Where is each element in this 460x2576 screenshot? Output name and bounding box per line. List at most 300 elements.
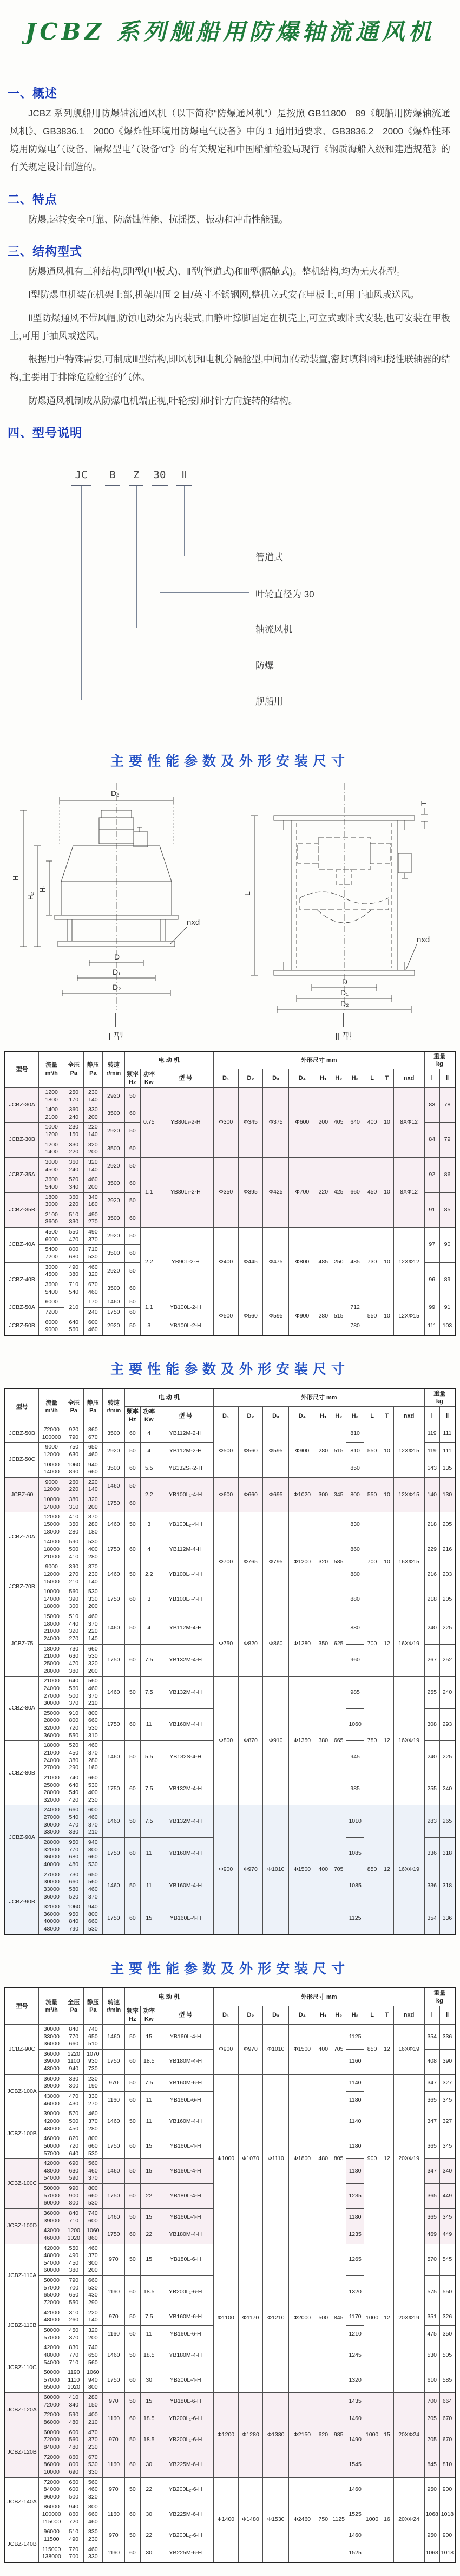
table-cell: 4 [141, 1443, 157, 1460]
table-cell: YB112M-2-H [157, 1443, 214, 1460]
table-cell: 15 [141, 2024, 157, 2049]
table-cell: 700 [424, 2393, 439, 2410]
table-cell: 1460 [103, 2343, 125, 2368]
table-cell: 730 660 580 520 [64, 1870, 84, 1902]
table-cell: 50 [124, 1562, 140, 1587]
table-cell: Φ1100 [213, 2244, 238, 2393]
table-cell: 410 350 280 [64, 1512, 84, 1537]
dim-label-t: T [419, 801, 428, 806]
header-cell: D₃ [263, 1407, 289, 1425]
table-cell: Φ600 [288, 1087, 316, 1157]
table-cell: 1085 [346, 1838, 364, 1870]
table-cell: YB160L-6-H [157, 2092, 214, 2109]
table-cell: 4500 6000 [39, 1228, 64, 1245]
table-cell: YB112M-4-H [157, 1537, 214, 1562]
table-cell: JCBZ-80B [5, 1741, 39, 1805]
table-cell: 50 [124, 1870, 140, 1902]
table-cell: 664 [439, 2393, 455, 2410]
table-cell: 230 150 [64, 1123, 84, 1140]
model-code-b: B [109, 468, 116, 481]
table-cell: 115000 138000 [39, 2545, 64, 2562]
table-cell: 18.5 [141, 2049, 157, 2074]
table-cell: JCBZ-70A [5, 1512, 39, 1562]
table-cell: 103 [439, 1318, 455, 1335]
table-cell: 490 270 [83, 1210, 103, 1227]
table-cell: 1160 [103, 2325, 125, 2343]
table-cell: Φ375 [263, 1087, 289, 1157]
table-cell: Φ820 [238, 1612, 263, 1677]
table-cell: 130 [439, 1477, 455, 1512]
table-cell: 585 [331, 1512, 346, 1612]
table-cell: 1125 [346, 2024, 364, 2049]
performance-table-2-wrap [4, 1388, 456, 1935]
table-cell: 1180 [346, 2134, 364, 2159]
table-cell: 6000 9000 [39, 1318, 64, 1335]
table-cell: 318 [439, 1838, 455, 1870]
performance-header-1: 主要性能参数及外形安装尺寸 [110, 753, 350, 769]
header-cell: D₄ [288, 2006, 316, 2025]
table-cell: 15 [141, 2159, 157, 2184]
table-cell: 50 [124, 1477, 140, 1495]
table-cell: Φ445 [238, 1228, 263, 1297]
drawing-captions [2, 1013, 458, 1043]
table-cell: 560 390 300 [64, 1587, 84, 1612]
table-cell: Φ1200 [288, 1512, 316, 1612]
table-cell: 12 [380, 1805, 393, 1935]
table-cell: 550 [364, 1425, 380, 1478]
table-cell: 1200 1800 [39, 1087, 64, 1105]
table-cell: 12 [380, 2074, 393, 2244]
table-cell: JCBZ-40A [5, 1228, 39, 1263]
table-cell: 50 [124, 2343, 140, 2368]
table-cell: YB160M-6-H [157, 2074, 214, 2091]
table-cell: Φ1020 [288, 1477, 316, 1512]
table-cell: 60 [124, 2276, 140, 2308]
table-cell: 2920 [103, 1262, 125, 1280]
table-cell: 60 [124, 2453, 140, 2477]
table-cell: 60000 72000 [39, 2393, 64, 2410]
table-cell: 230 190 [83, 2074, 103, 2091]
table-cell: 3500 [103, 1175, 125, 1192]
table-cell: 1750 [103, 2368, 125, 2393]
table-cell: 550 490 450 380 [64, 2244, 84, 2276]
table-cell: 200 [316, 1087, 331, 1157]
header-cell: 功率 Kw [141, 1407, 157, 1425]
table-cell: 850 [364, 2024, 380, 2074]
table-cell: 670 460 [83, 1280, 103, 1297]
connector-line [160, 592, 249, 593]
table-cell: 50 [124, 2209, 140, 2226]
table-cell: 970 [103, 2428, 125, 2453]
outline-drawings [2, 780, 458, 1013]
type1-drawing [5, 780, 227, 1013]
table-cell: 800 680 [64, 1245, 84, 1262]
table-cell: 1750 [103, 1587, 125, 1612]
header-cell: D₁ [213, 1407, 238, 1425]
table-cell: 92 [424, 1158, 439, 1193]
table-cell: 640 [346, 1087, 364, 1157]
table-cell: 320 140 [83, 1158, 103, 1175]
table-cell: Φ350 [213, 1158, 238, 1228]
table-cell: 1200 1020 [64, 2226, 84, 2244]
table-cell: 15 [141, 1902, 157, 1935]
table-cell: YB160L-6-H [157, 2325, 214, 2343]
features-paragraph: 防爆,运转安全可靠、防腐蚀性能、抗摇摆、振动和冲击性能强。 [28, 214, 288, 225]
table-cell: 1000 [364, 2393, 380, 2477]
table-cell: 3500 [103, 1140, 125, 1157]
table-cell: 570 500 450 [64, 2109, 84, 2134]
table-cell: 705 [424, 2410, 439, 2428]
table-cell: YB100L-2-H [157, 1297, 214, 1318]
table-cell: Φ970 [238, 1805, 263, 1935]
table-cell: 10000 14000 18000 [39, 1587, 64, 1612]
table-cell: 230 140 [83, 1087, 103, 1105]
header-cell: 功率 Kw [141, 1069, 157, 1088]
header-cell: 重量 kg [424, 1051, 455, 1069]
table-cell: 15 [141, 2393, 157, 2410]
table-cell: 28000 32000 36000 40000 [39, 1838, 64, 1870]
table-cell: 3500 [103, 1425, 125, 1443]
table-cell: JCBZ-140A [5, 2477, 39, 2527]
table-cell: 10 [380, 1477, 393, 1512]
table-cell: 220 140 [83, 2308, 103, 2325]
table-cell: YB160L-4-H [157, 2024, 214, 2049]
table-cell: 740 650 560 [83, 2343, 103, 2368]
table-cell: 1068 [424, 2545, 439, 2562]
table-cell: 1525 [346, 2545, 364, 2562]
table-cell: 89 [439, 1262, 455, 1297]
table-cell: 705 [424, 2428, 439, 2453]
table-cell: 330 270 [83, 2092, 103, 2109]
header-cell: 转速 r/min [103, 1988, 125, 2025]
table-cell: 990 900 800 [64, 2184, 84, 2209]
table-cell: 940 800 660 530 [83, 1838, 103, 1870]
table-row [5, 2024, 455, 2049]
table-cell: Φ750 [213, 1612, 238, 1677]
table-cell: 900 [364, 2074, 380, 2244]
table-cell: 1000 [364, 2244, 380, 2393]
table-cell: 60 [124, 1644, 140, 1677]
header-cell: L [364, 2006, 380, 2025]
table-cell: 850 [364, 1805, 380, 1935]
table-cell: YB200L₁-6-H [157, 2428, 214, 2453]
table-cell: 1800 3000 [39, 1192, 64, 1210]
header-cell: H₁ [316, 1407, 331, 1425]
table-cell: 216 [424, 1562, 439, 1587]
table-cell: 400 [316, 1805, 331, 1935]
table-cell: 50000 57000 [39, 2325, 64, 2343]
table-cell: 50 [124, 2527, 140, 2545]
table-cell: 119 [424, 1443, 439, 1460]
table-cell: 970 [103, 2074, 125, 2091]
table-cell: YB160M-4-H [157, 1838, 214, 1870]
table-cell: 1460 [103, 1805, 125, 1838]
table-cell: 1545 [346, 2453, 364, 2477]
table-cell: 300 [316, 1477, 331, 1512]
header-cell: 型号 [5, 1388, 39, 1425]
table-cell: 1320 [346, 2368, 364, 2393]
table-cell: JCBZ-90B [5, 1870, 39, 1935]
table-cell: 560 460 370 [83, 2159, 103, 2184]
header-cell: D₁ [213, 2006, 238, 2025]
code-label-diameter: 叶轮直径为 30 [255, 589, 314, 599]
table-cell: JCBZ-100A [5, 2074, 39, 2109]
table-cell: 30 [141, 2368, 157, 2393]
table-cell: YB132S₁-2-H [157, 1460, 214, 1477]
table-cell: 1235 [346, 2226, 364, 2244]
table-cell: Φ1350 [288, 1677, 316, 1805]
table-cell: 985 [331, 2393, 346, 2477]
table-row [5, 1677, 455, 1709]
table-cell: 280 [316, 1425, 331, 1478]
table-cell: 520 340 [64, 1175, 84, 1192]
header-cell: 频率 Hz [124, 2006, 140, 2025]
table-cell: 530 [424, 2343, 439, 2368]
table-cell: 20XΦ19 [393, 2244, 424, 2393]
table-cell: 7.5 [141, 1644, 157, 1677]
table-cell: YB200L-4-H [157, 2368, 214, 2393]
table-cell: 1750 [103, 2184, 125, 2209]
table-cell: 3500 [103, 1280, 125, 1297]
table-cell: 660 530 430 290 [83, 2276, 103, 2308]
table-cell: 810 [346, 1443, 364, 1460]
table-cell: Φ595 [263, 1425, 289, 1478]
table-cell: JCBZ-120A [5, 2393, 39, 2428]
table-cell: 470 370 230 [83, 2428, 103, 2453]
table-cell: 218 [424, 1512, 439, 1537]
table-cell: JCBZ-110C [5, 2343, 39, 2393]
table-cell: Φ500 [213, 1297, 238, 1335]
table-cell: 970 [103, 2527, 125, 2545]
table-cell: 60 [124, 2092, 140, 2109]
header-cell: 转速 r/min [103, 1051, 125, 1088]
table-cell: 330 230 [83, 2527, 103, 2545]
table-cell: 9000 12000 [39, 1443, 64, 1460]
table-cell: Φ1280 [288, 1612, 316, 1677]
centerline-tick [115, 1013, 116, 1027]
table-cell: 220 [316, 1158, 331, 1228]
table-cell: 240 [439, 1677, 455, 1709]
performance-table-2 [4, 1388, 456, 1935]
table-cell: YB200L₁-6-H [157, 2410, 214, 2428]
table-cell: 111 [424, 1318, 439, 1335]
header-cell: 频率 Hz [124, 1407, 140, 1425]
table-row [5, 2244, 455, 2276]
header-cell: D₂ [238, 2006, 263, 2025]
table-cell: 3 [141, 1587, 157, 1612]
table-cell: 16XΦ19 [393, 1677, 424, 1805]
dim-label-d: D [114, 952, 120, 961]
table-cell: 660 540 470 330 [64, 1805, 84, 1838]
table-cell: 25000 28000 32000 36000 [39, 1708, 64, 1741]
table-cell: 1750 [103, 2049, 125, 2074]
table-cell: Φ800 [213, 1677, 238, 1805]
table-row [5, 2477, 455, 2502]
table-cell: 27000 30000 33000 36000 [39, 1870, 64, 1902]
table-cell: 20XΦ24 [393, 2477, 424, 2562]
table-cell: 950 [424, 2477, 439, 2502]
table-cell: 16XΦ19 [393, 2024, 424, 2074]
table-cell: 240 [424, 1612, 439, 1645]
table-cell: 72000 86000 [39, 2410, 64, 2428]
table-cell: Φ1200 [213, 2393, 238, 2477]
table-cell: 810 [439, 2453, 455, 2477]
header-cell: 频率 Hz [124, 1069, 140, 1088]
table-cell: 610 [424, 2368, 439, 2393]
table-cell: 60 [124, 1495, 140, 1512]
table-cell: 460 330 [83, 2545, 103, 2562]
table-cell: 50 [124, 2159, 140, 2184]
table-cell: Φ1530 [263, 2477, 289, 2562]
table-cell: 650 460 [83, 1443, 103, 1460]
table-cell: 7.5 [141, 1677, 157, 1709]
table-cell: 50000 57000 65000 [39, 2368, 64, 2393]
table-cell: 510 490 [64, 2527, 84, 2545]
table-cell: 50 [124, 2024, 140, 2049]
table-cell: 790 700 650 550 [64, 2276, 84, 2308]
table-cell: YB160L-4-H [157, 2159, 214, 2184]
header-cell: 重量 kg [424, 1988, 455, 2006]
table-cell: 1460 [103, 2024, 125, 2049]
table-cell: 96000 11500 [39, 2527, 64, 2545]
table-cell: Φ900 [288, 1425, 316, 1478]
table-cell: 255 [424, 1677, 439, 1709]
table-cell: 460 200 [83, 1175, 103, 1192]
table-cell: YB90L-2-H [157, 1228, 214, 1297]
table-cell: 60 [124, 1773, 140, 1805]
table-row [5, 1228, 455, 1245]
model-code-diagram [0, 457, 460, 728]
table-cell: 60 [124, 1537, 140, 1562]
table-cell: 22 [141, 2527, 157, 2545]
table-cell: 1125 [331, 2477, 346, 2562]
header-cell: 静压 Pa [83, 1051, 103, 1088]
table-cell: Φ700 [288, 1158, 316, 1228]
table-cell: YB132M-4-H [157, 1677, 214, 1709]
table-cell: YB132M-4-H [157, 1773, 214, 1805]
table-cell: Φ910 [263, 1677, 289, 1805]
structure-paragraph-5: 防爆通风机制成从防爆电机端正视,叶轮按顺时针方向旋转的结构。 [28, 395, 298, 406]
table-cell: 11 [141, 1708, 157, 1741]
table-cell: 1068 [424, 2502, 439, 2527]
table-cell: 1460 [346, 2527, 364, 2545]
table-cell: 79 [439, 1123, 455, 1158]
table-cell: Φ595 [263, 1297, 289, 1335]
section-heading-features: 二、特点 [8, 192, 58, 206]
table-cell: 347 [424, 2109, 439, 2134]
table-cell: 600 460 370 210 [83, 1805, 103, 1838]
table-cell: 1160 [103, 2410, 125, 2428]
header-cell: 电 动 机 [124, 1988, 213, 2006]
header-cell: 电 动 机 [124, 1388, 213, 1407]
table-cell: 30000 33000 36000 [39, 2024, 64, 2049]
table-cell: 99 [424, 1297, 439, 1318]
table-cell: 351 [424, 2308, 439, 2325]
table-cell: 390 270 210 [64, 1562, 84, 1587]
table-cell: 910 800 720 550 [64, 1708, 84, 1741]
table-cell: 320 200 [83, 2325, 103, 2343]
table-cell: 60 [124, 1838, 140, 1870]
table-cell: 10 [380, 1228, 393, 1297]
table-cell: JCBZ-110A [5, 2244, 39, 2308]
table-cell: YB200L₁-6-H [157, 2276, 214, 2308]
code-label-axial: 轴流风机 [255, 624, 292, 635]
table-cell: YB100L₂-4-H [157, 1512, 214, 1537]
table-cell: 24000 27000 30000 33000 [39, 1805, 64, 1838]
header-cell: D₃ [263, 2006, 289, 2025]
table-cell: JCBZ-100B [5, 2109, 39, 2159]
table-cell: Φ475 [263, 1228, 289, 1297]
table-cell: 1180 [346, 2209, 364, 2226]
table-cell: YB200L₂-6-H [157, 2477, 214, 2502]
table-cell: 449 [439, 2184, 455, 2209]
table-cell: 940 860 720 [64, 2502, 84, 2527]
table-cell: 3600 5400 [39, 1280, 64, 1297]
table-cell: Φ345 [238, 1087, 263, 1157]
table-cell: Φ1210 [263, 2244, 289, 2393]
table-cell: 620 [316, 2393, 331, 2477]
page-title: JCBZ 系列舰船用防爆轴流通风机 [25, 18, 435, 45]
table-cell: 60 [124, 2184, 140, 2209]
header-cell: H₂ [331, 1407, 346, 1425]
header-cell: D₁ [213, 1069, 238, 1088]
table-cell: 950 770 680 480 [64, 1838, 84, 1870]
table-cell: 10000 14000 [39, 1460, 64, 1477]
table-cell: 0.75 [141, 1087, 157, 1157]
table-cell: 240 [83, 1307, 103, 1318]
table-cell: 1018 [439, 2502, 455, 2527]
table-cell: 360 240 [64, 1158, 84, 1175]
table-cell: 1750 [103, 1708, 125, 1741]
table-cell: 340 [439, 2159, 455, 2184]
table-cell: 660 600 500 [64, 2477, 84, 2502]
type2-drawing [233, 780, 455, 1013]
table-cell: 50 [124, 1123, 140, 1140]
table-cell: 30 [141, 2502, 157, 2527]
table-cell: 505 [439, 2343, 455, 2368]
table-cell: 425 [331, 1158, 346, 1228]
header-cell: 功率 Kw [141, 2006, 157, 2025]
table-cell: 650 560 460 370 [83, 1870, 103, 1902]
table-cell: Φ795 [263, 1512, 289, 1612]
table-cell: 1160 [103, 2545, 125, 2562]
table-cell: 60 [124, 2134, 140, 2159]
table-cell: 460 320 [83, 1262, 103, 1280]
connector-line [81, 486, 82, 700]
table-cell: YB225M-6-H [157, 2502, 214, 2527]
table-cell: 1460 [103, 2209, 125, 2226]
table-cell: 1400 2100 [39, 1105, 64, 1123]
table-cell: 585 [439, 2368, 455, 2393]
table-cell: 475 [424, 2325, 439, 2343]
table-row [5, 1087, 455, 1105]
code-label-explosion-proof: 防爆 [255, 660, 274, 671]
table-cell: 1750 [103, 1495, 125, 1512]
table-cell: 12 [380, 2244, 393, 2393]
table-cell: 78 [439, 1087, 455, 1123]
table-cell: 60 [124, 2545, 140, 2562]
table-cell: 450 370 [64, 2325, 84, 2343]
table-cell: 850 [346, 1460, 364, 1477]
table-cell: 490 370 [83, 1228, 103, 1245]
table-cell: 830 770 710 [64, 2343, 84, 2368]
dim-label-d3: D₃ [110, 788, 120, 798]
dim-label-d: D [341, 977, 347, 986]
section-heading-overview: 一、概述 [8, 87, 58, 100]
table-cell: 15 [141, 2134, 157, 2159]
table-cell: 12XΦ15 [393, 1297, 424, 1335]
table-cell: JCBZ-30A [5, 1087, 39, 1123]
